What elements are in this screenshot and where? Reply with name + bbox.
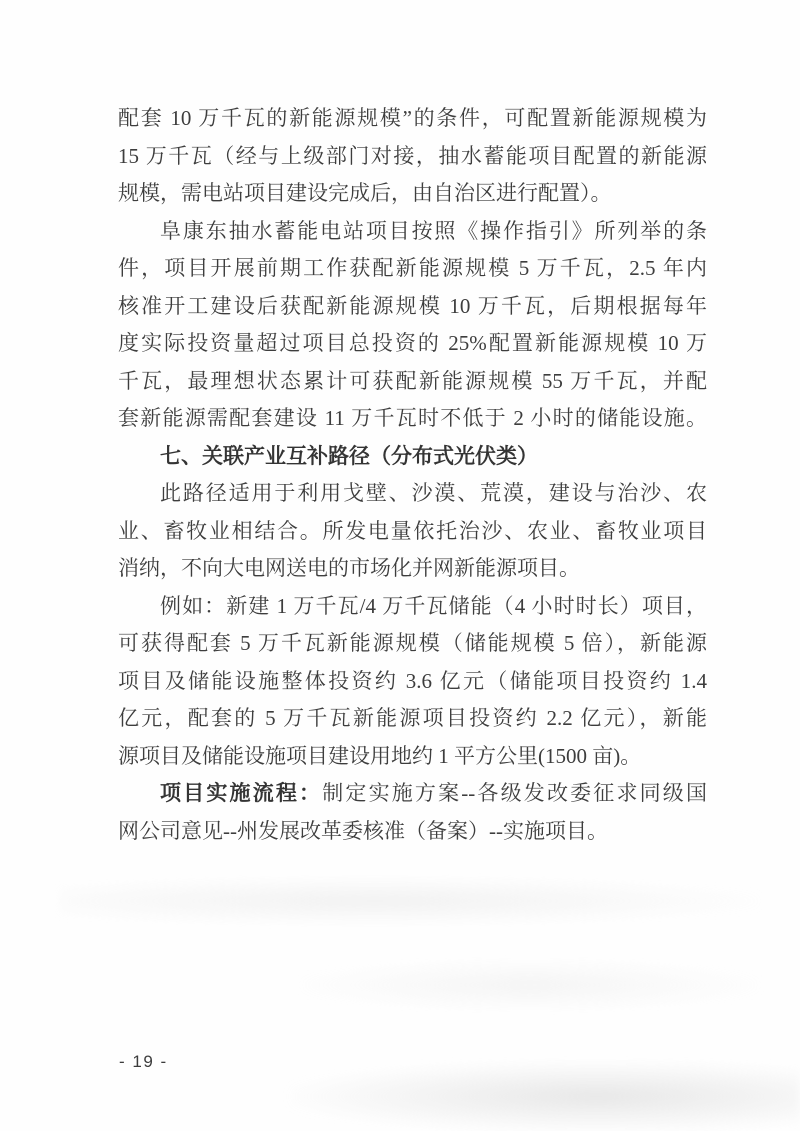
para-implementation-process — [118, 775, 707, 850]
scan-artifact — [290, 1062, 800, 1131]
scan-artifact — [300, 960, 760, 1010]
para-path-description-line-2: 业、畜牧业相结合。所发电量依托治沙、农业、畜牧业项目 — [118, 518, 707, 543]
para-example — [118, 588, 707, 776]
para-example-line-1: 例如：新建 1 万千瓦/4 万千瓦储能（4 小时时长）项目， — [160, 593, 707, 618]
para-path-description-line-1: 此路径适用于利用戈壁、沙漠、荒漠，建设与治沙、农 — [160, 481, 707, 505]
para-pumped-storage-allocation-line-3: 规模，需电站项目建设完成后，由自治区进行配置）。 — [118, 181, 612, 205]
bold-lead-text: 项目实施流程： — [160, 781, 323, 805]
para-fukangdong-project-line-4: 度实际投资量超过项目总投资的 25%配置新能源规模 10 万 — [118, 331, 707, 355]
para-path-description — [118, 475, 707, 588]
heading-section-seven-line-1: 七、关联产业互补路径（分布式光伏类） — [160, 443, 538, 468]
para-example-line-3: 项目及储能设施整体投资约 3.6 亿元（储能项目投资约 1.4 — [118, 668, 707, 693]
para-fukangdong-project-line-6: 套新能源需配套建设 11 万千瓦时不低于 2 小时的储能设施。 — [118, 406, 707, 430]
para-pumped-storage-allocation — [118, 100, 707, 213]
para-fukangdong-project-line-3: 核准开工建设后获配新能源规模 10 万千瓦，后期根据每年 — [118, 293, 707, 318]
para-path-description-line-3: 消纳，不向大电网送电的市场化并网新能源项目。 — [118, 556, 580, 580]
line-segment: 制定实施方案--各级发改委征求同级国 — [322, 781, 707, 805]
para-example-line-5: 源项目及储能设施项目建设用地约 1 平方公里(1500 亩)。 — [118, 743, 642, 768]
para-pumped-storage-allocation-line-2: 15 万千瓦（经与上级部门对接，抽水蓄能项目配置的新能源 — [118, 143, 707, 168]
para-fukangdong-project-line-5: 千瓦，最理想状态累计可获配新能源规模 55 万千瓦，并配 — [118, 368, 707, 393]
scan-artifact — [60, 878, 760, 924]
document-body — [118, 100, 707, 850]
para-example-line-2: 可获得配套 5 万千瓦新能源规模（储能规模 5 倍），新能源 — [118, 631, 707, 655]
para-pumped-storage-allocation-line-1: 配套 10 万千瓦的新能源规模”的条件，可配置新能源规模为 — [118, 106, 707, 130]
para-fukangdong-project-line-1: 阜康东抽水蓄能电站项目按照《操作指引》所列举的条 — [160, 218, 707, 243]
page-number: - 19 - — [119, 1052, 168, 1071]
para-fukangdong-project-line-2: 件，项目开展前期工作获配新能源规模 5 万千瓦，2.5 年内 — [118, 256, 707, 280]
para-implementation-process-line-1 — [118, 775, 707, 813]
para-implementation-process-line-2: 网公司意见--州发展改革委核准（备案）--实施项目。 — [118, 818, 608, 843]
heading-section-seven — [118, 438, 707, 476]
para-fukangdong-project — [118, 213, 707, 438]
para-example-line-4: 亿元，配套的 5 万千瓦新能源项目投资约 2.2 亿元），新能 — [118, 706, 707, 730]
